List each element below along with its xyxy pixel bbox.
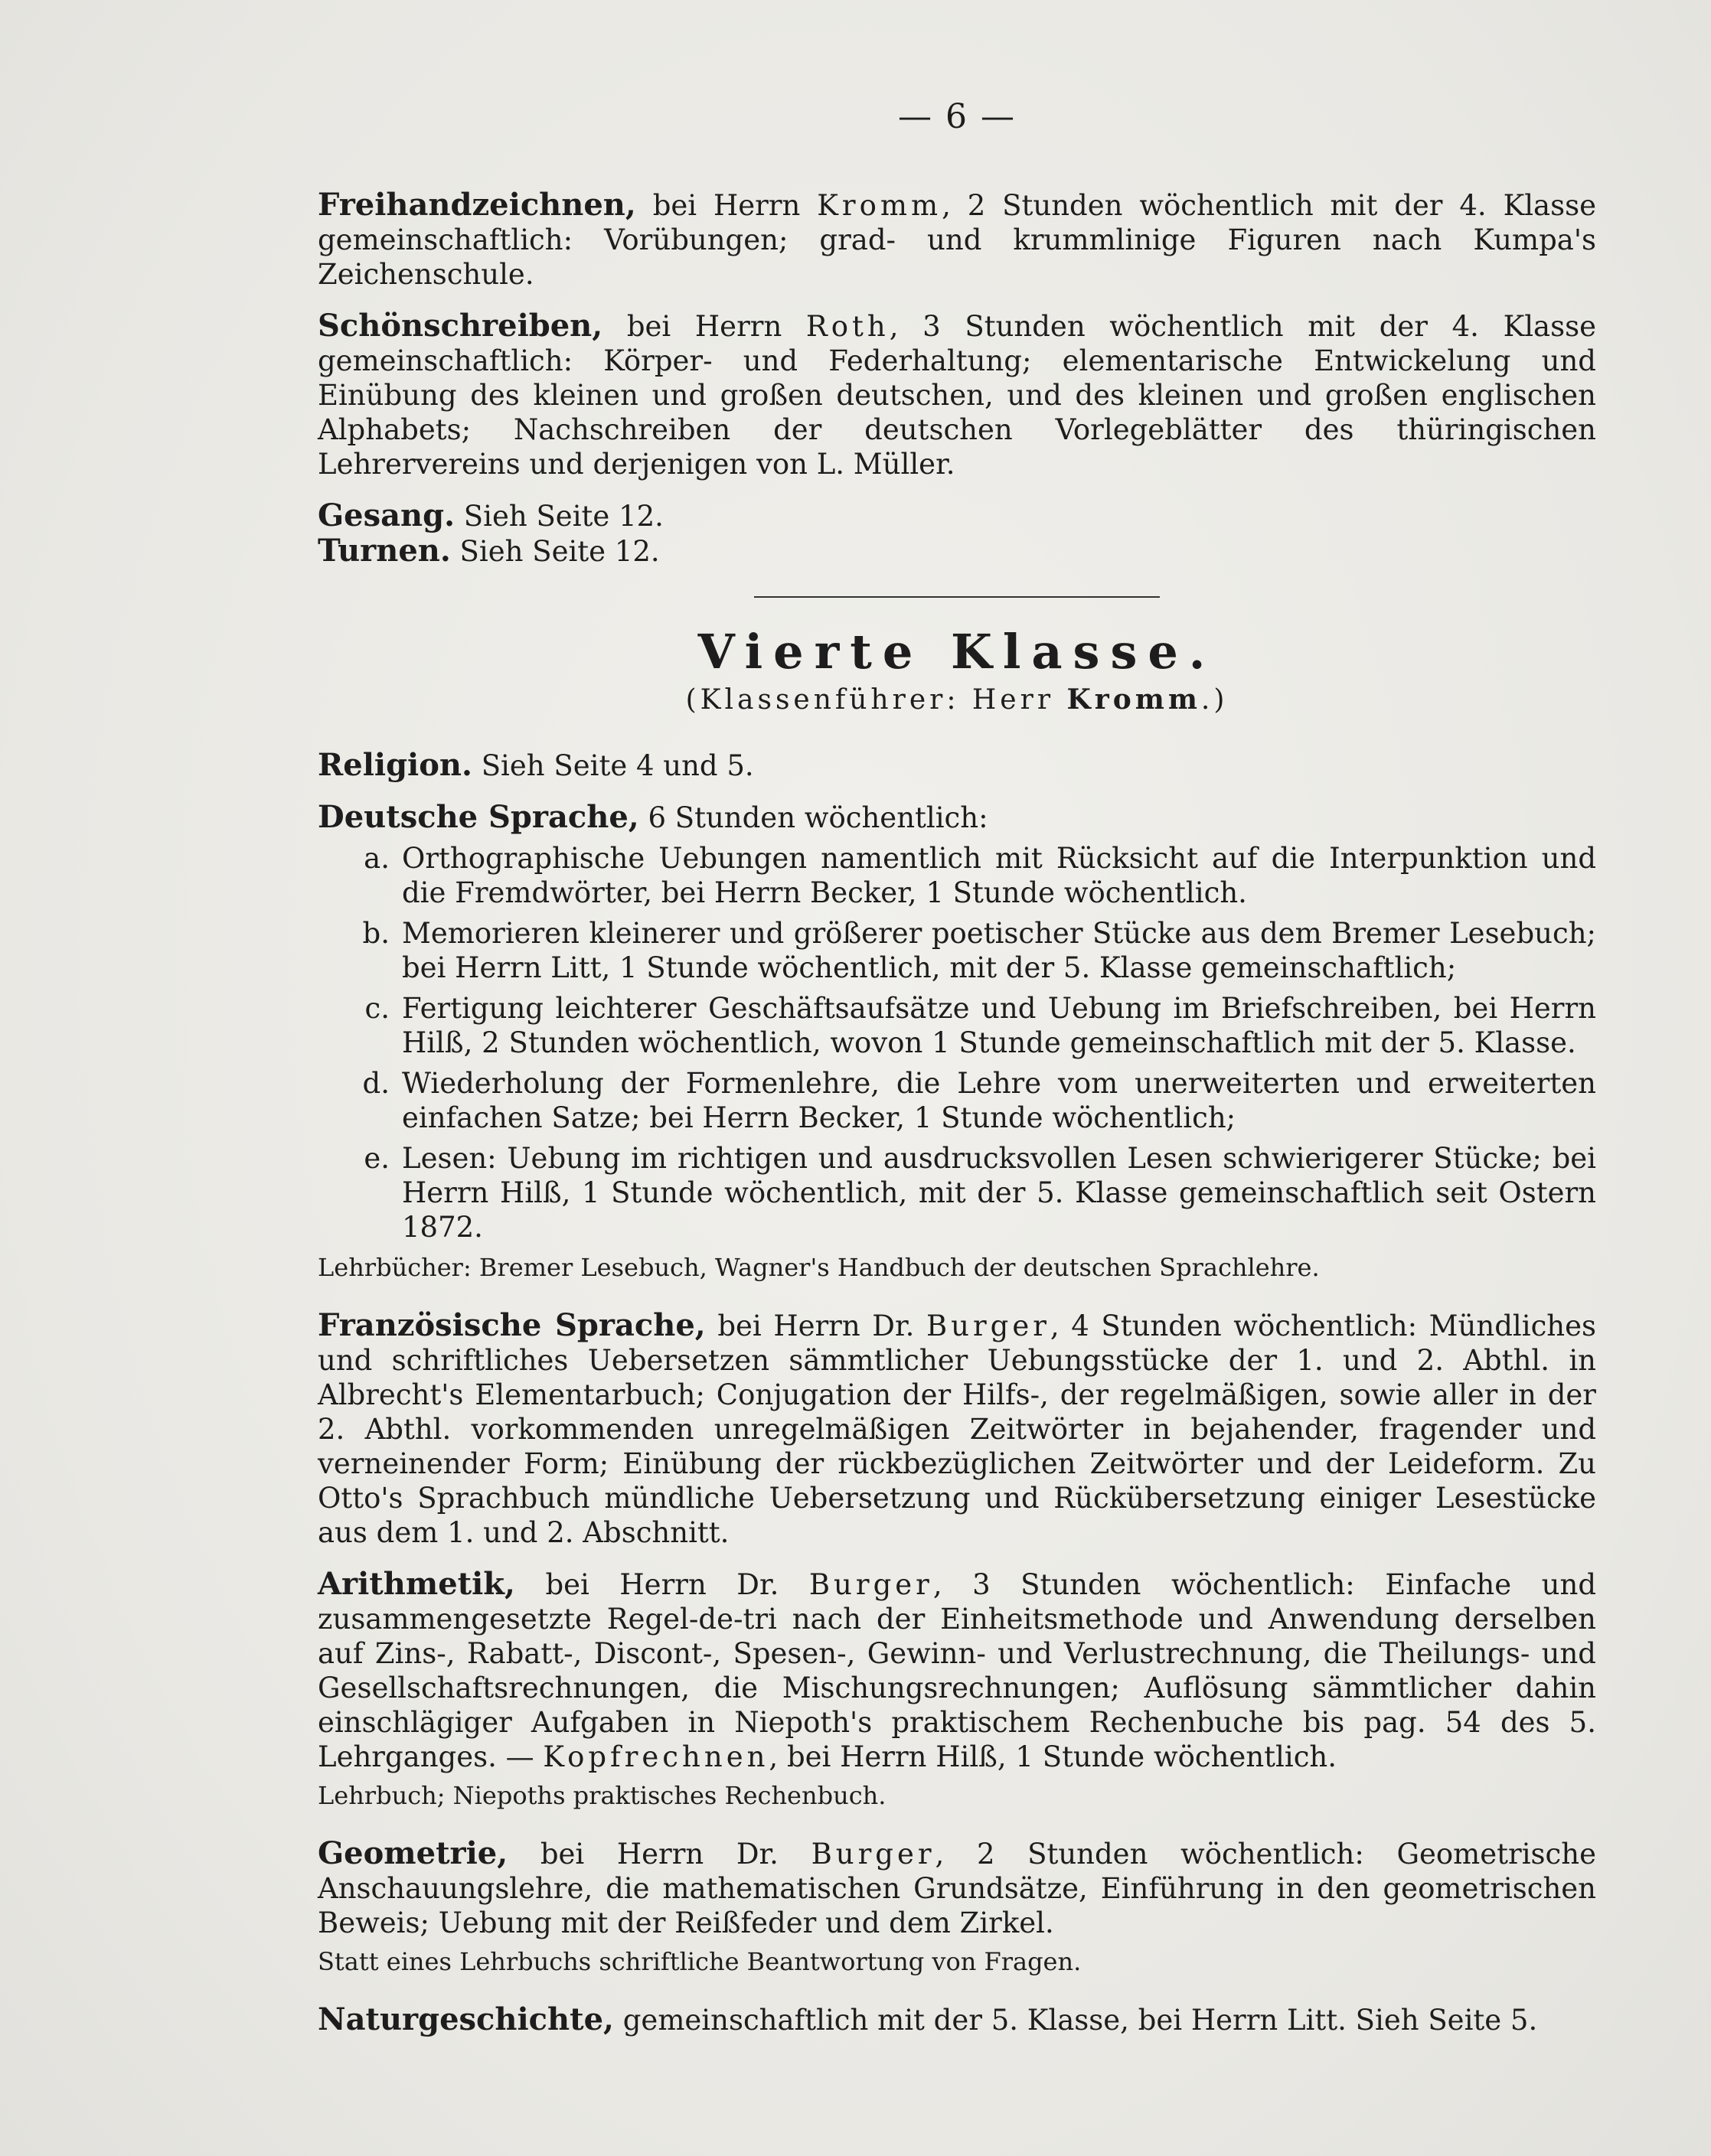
entry-gesang xyxy=(318,498,1596,533)
entry-heading: Französische Sprache, xyxy=(318,1307,706,1343)
item-letter: c. xyxy=(364,992,390,1025)
item-letter: e. xyxy=(364,1142,390,1175)
entry-text: bei Herrn Dr. xyxy=(508,1838,811,1871)
entry-text: bei Herrn xyxy=(635,189,818,222)
entry-turnen xyxy=(318,533,1596,569)
item-text: Fertigung leichterer Geschäftsaufsätze und Uebung im Briefschreiben, bei Herrn Hilß, 2 Stunden wöchentlich, wovon 1 Stunde gemeinschaftlich mit der 5. Klasse. xyxy=(402,992,1596,1059)
entry-text: , 2 Stunden wöchentlich mit der 4. Klasse gemeinschaftlich: Vorübungen; grad- und krummlinige Figuren nach Kumpa's Zeichenschule. xyxy=(318,189,1596,291)
entry-freihandzeichnen xyxy=(318,188,1596,292)
entry-heading: Arithmetik, xyxy=(318,1566,515,1602)
entry-naturgeschichte xyxy=(318,2002,1596,2037)
entry-heading: Deutsche Sprache, xyxy=(318,799,639,835)
teacher-name: Kromm xyxy=(817,189,942,222)
section-divider xyxy=(754,596,1160,598)
entry-text: , 3 Stunden wöchentlich: Einfache und zusammengesetzte Regel-de-tri nach der Einheitsmethode und Anwendung derselben auf Zins-, Rabatt-, Discont-, Spesen-, Gewinn- und Verlustrechnung, die Theilungs- und Gesellschaftsrechnungen, die Mischungsrechnungen; Auflösung sämmtlicher dahin einschlägiger Aufgaben in Niepoth's praktischem Rechenbuche bis pag. 54 des 5. Lehrganges. — xyxy=(318,1568,1597,1773)
textbook-note: Lehrbuch; Niepoths praktisches Rechenbuch. xyxy=(318,1781,887,1810)
page-content xyxy=(318,99,1596,2037)
section-title: Vierte Klasse. xyxy=(697,624,1216,680)
section-subtitle xyxy=(318,683,1596,717)
teacher-name: Burger xyxy=(811,1838,935,1871)
item-letter: d. xyxy=(362,1067,390,1100)
entry-text: bei Herrn Dr. xyxy=(514,1568,809,1601)
item-text: Memorieren kleinerer und größerer poetischer Stücke aus dem Bremer Lesebuch; bei Herrn Litt, 1 Stunde wöchentlich, mit der 5. Klasse gemeinschaftlich; xyxy=(402,917,1596,984)
entry-text: bei Herrn Dr. xyxy=(705,1310,926,1342)
teacher-name: Burger xyxy=(808,1568,933,1601)
entry-heading: Freihandzeichnen, xyxy=(318,187,636,223)
subject-name: Kopfrechnen xyxy=(543,1740,769,1773)
entry-text: , 2 Stunden wöchentlich: Geometrische Anschauungslehre, die mathematischen Grundsätze, Einführung in den geometrischen Beweis; Uebung mit der Reißfeder und dem Zirkel. xyxy=(318,1838,1596,1939)
subitem-list xyxy=(318,841,1596,1244)
entry-heading: Religion. xyxy=(318,747,472,783)
entry-schoenschreiben xyxy=(318,308,1596,481)
entry-text: , 3 Stunden wöchentlich mit der 4. Klasse gemeinschaftlich: Körper- und Federhaltung; elementarische Entwickelung und Einübung des kleinen und großen deutschen, und des kleinen und großen englischen Alphabets; Nachschreiben der deutschen Vorlegeblätter des thüringischen Lehrervereins und derjenigen von L. Müller. xyxy=(318,310,1596,481)
entry-arithmetik xyxy=(318,1567,1596,1774)
list-item xyxy=(318,841,1596,910)
entry-heading: Geometrie, xyxy=(318,1835,508,1871)
item-text: Wiederholung der Formenlehre, die Lehre vom unerweiterten und erweiterten einfachen Satze; bei Herrn Becker, 1 Stunde wöchentlich; xyxy=(402,1067,1596,1134)
textbook-note: Lehrbücher: Bremer Lesebuch, Wagner's Handbuch der deutschen Sprachlehre. xyxy=(318,1253,1320,1282)
entry-text: Sieh Seite 12. xyxy=(455,500,664,533)
entry-text: , 4 Stunden wöchentlich: Mündliches und schriftliches Uebersetzen sämmtlicher Uebungsstücke der 1. und 2. Abthl. in Albrecht's Elementarbuch; Conjugation der Hilfs-, der regelmäßigen, sowie aller in der 2. Abthl. vorkommenden unregelmäßigen Zeitwörter in bejahender, fragender und verneinender Form; Einübung der rückbezüglichen Zeitwörter und der Leideform. Zu Otto's Sprachbuch mündliche Uebersetzung und Rückübersetzung einiger Lesestücke aus dem 1. und 2. Abschnitt. xyxy=(318,1310,1597,1549)
page-number: — 6 — xyxy=(898,97,1016,136)
list-item xyxy=(318,1066,1596,1135)
entry-text: , bei Herrn Hilß, 1 Stunde wöchentlich. xyxy=(769,1740,1337,1773)
list-item xyxy=(318,991,1596,1060)
subtitle-text: .) xyxy=(1200,684,1229,716)
item-letter: a. xyxy=(364,842,390,875)
teacher-name: Roth xyxy=(805,310,890,343)
list-item xyxy=(318,916,1596,985)
list-item xyxy=(318,1141,1596,1244)
item-text: Lesen: Uebung im richtigen und ausdrucksvollen Lesen schwierigerer Stücke; bei Herrn Hilß, 1 Stunde wöchentlich, mit der 5. Klasse gemeinschaftlich seit Ostern 1872. xyxy=(402,1142,1596,1244)
entry-text: Sieh Seite 4 und 5. xyxy=(472,749,754,782)
entry-geometrie xyxy=(318,1836,1596,1940)
class-leader-name: Kromm xyxy=(1066,683,1201,716)
entry-heading: Gesang. xyxy=(318,497,456,533)
entry-franzoesische-sprache xyxy=(318,1308,1596,1550)
entry-heading: Turnen. xyxy=(318,533,451,569)
entry-text: gemeinschaftlich mit der 5. Klasse, bei Herrn Litt. Sieh Seite 5. xyxy=(613,2004,1538,2037)
entry-text: 6 Stunden wöchentlich: xyxy=(638,801,988,834)
item-letter: b. xyxy=(362,917,390,950)
subtitle-text: (Klassenführer: Herr xyxy=(685,684,1067,716)
entry-religion xyxy=(318,748,1596,783)
entry-deutsche-sprache xyxy=(318,800,1596,1285)
entry-text: bei Herrn xyxy=(602,310,806,343)
item-text: Orthographische Uebungen namentlich mit Rücksicht auf die Interpunktion und die Fremdwörter, bei Herrn Becker, 1 Stunde wöchentlich. xyxy=(402,842,1596,909)
entry-heading: Naturgeschichte, xyxy=(318,2001,614,2037)
entry-text: Sieh Seite 12. xyxy=(450,535,660,568)
entry-heading: Schönschreiben, xyxy=(318,308,603,344)
teacher-name: Burger xyxy=(926,1310,1050,1342)
textbook-note: Statt eines Lehrbuchs schriftliche Beantwortung von Fragen. xyxy=(318,1947,1082,1976)
